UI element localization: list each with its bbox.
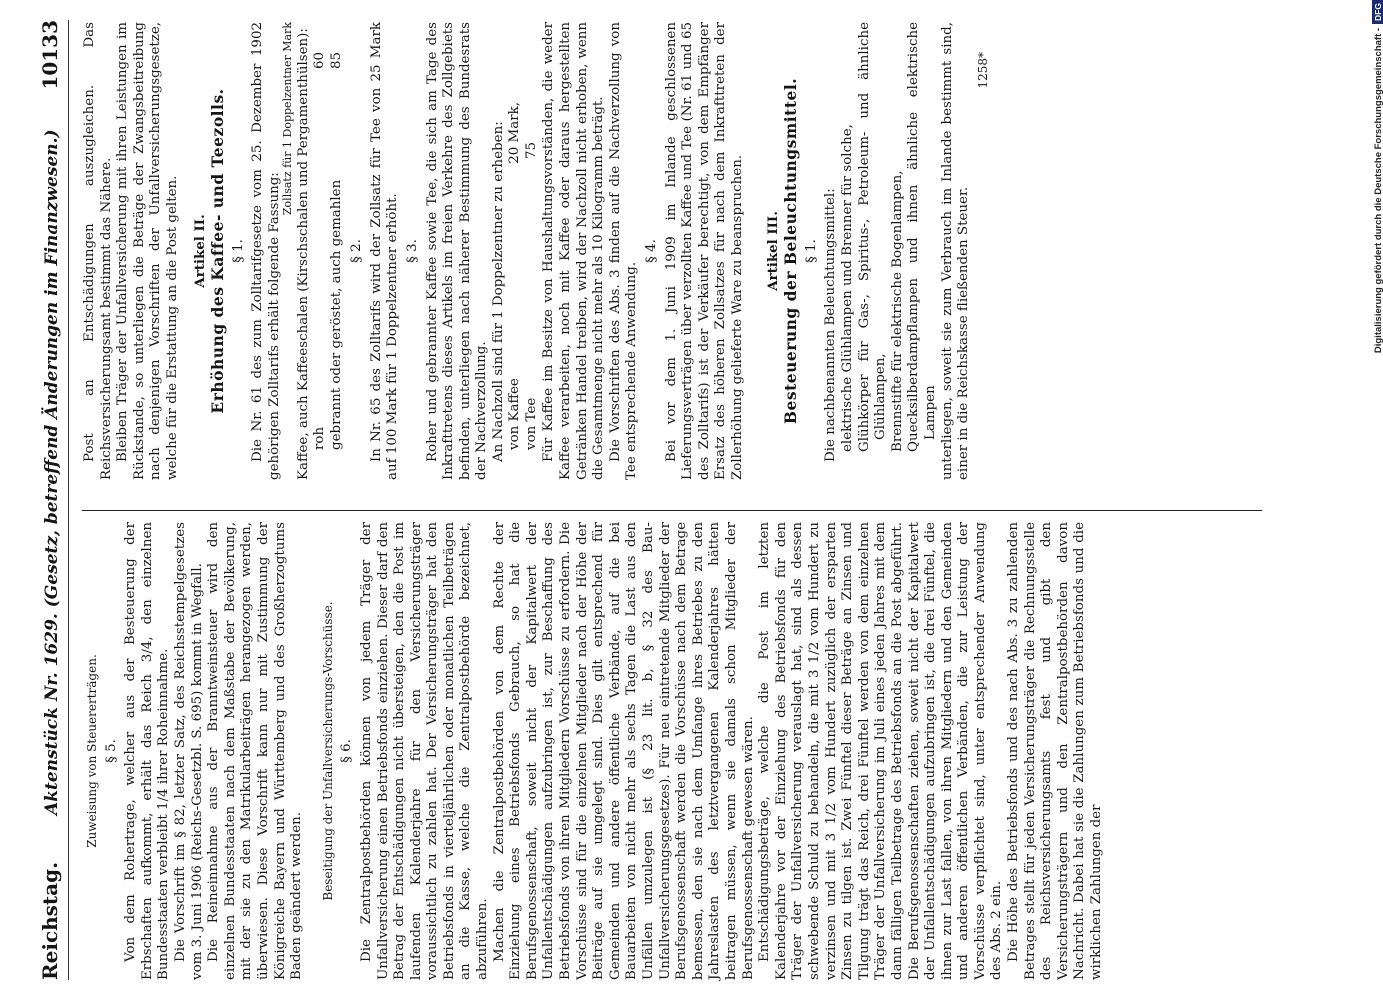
body-paragraph: Die Vorschriften des Abs. 3 finden auf die Nachverzollung von Tee entsprechende Anwendung.	[607, 22, 640, 480]
tariff-item: Kaffee, auch Kaffeeschalen (Kirschschalen und Pergamenthülsen):	[295, 28, 311, 480]
tariff-label: roh	[312, 426, 328, 450]
body-paragraph: Für Kaffee im Besitze von Haushaltungsvorständen, die weder Kaffee verarbeiten, noch mit Kaffee oder daraus hergestellten Getränken Handel treiben, wird der Nachzoll nicht erhoben, wenn die Gesamtmenge nicht mehr als 10 Kilogramm beträgt.	[541, 22, 607, 480]
duty-label: von Tee	[524, 397, 540, 450]
paragraph-number: § 3.	[404, 239, 420, 263]
tariff-column-header: Zollsatz für 1 Doppelzentner Mark	[280, 22, 294, 216]
body-paragraph: Post an Entschädigungen auszugleichen. Das Reichsversicherungsamt bestimmt das Nähere.	[82, 22, 114, 480]
paragraph-number: § 1.	[803, 239, 819, 263]
body-paragraph: Von dem Rohertrage, welcher aus der Besteuerung der Erbschaften aufkommt, erhält das Reich 3/4, den einzelnen Bundesstaaten verbleibt 1/4 ihrer Roheinnahme.	[123, 522, 172, 980]
body-paragraph: In Nr. 65 des Zolltarifs wird der Zollsatz für Tee von 25 Mark auf 100 Mark für 1 Doppelzentner erhöht.	[368, 22, 401, 480]
credit-text: Digitalisierung gefördert durch die Deutsche Forschungsgemeinschaft -	[1372, 27, 1383, 354]
tariff-value: 85	[329, 52, 345, 70]
body-paragraph: Entschädigungsbeträge, welche die Post im letzten Kalenderjahre vor der Einziehung des Betriebsfonds für den Träger der Unfallversicherung verauslagt hat, sind als dessen schwebende Schuld zu behandeln, die mit 3 1/2 vom Hundert zu verzinsen und mit 3 1/2 vom Hundert zuzüglich der ersparten Zinsen zu tilgen ist. Zwei Fünftel dieser Beträge an Zinsen und Tilgung trägt das Reich, drei Fünftel werden von dem einzelnen Träger der Unfallversicherung im Juli eines jeden Jahres mit dem dann fälligen Teilbetrage des Betriebsfonds an die Post abgeführt. Die Berufsgenossenschaften ziehen, soweit nicht der Kapitalwert der Unfallentschädigungen aufzubringen ist, die drei Fünftel, die ihnen zur Last fallen, von ihren Mitgliedern und den Gemeinden und anderen öffentlichen Verbänden, die zur Leistung der Vorschüsse verpflichtet sind, unter entsprechender Anwendung des Abs. 2 ein.	[757, 522, 1005, 980]
credit-line	[1368, 0, 1383, 990]
article-heading: Artikel II.	[191, 214, 208, 288]
dfg-logo: DFG	[1372, 0, 1383, 24]
paragraph-number: § 1.	[230, 239, 246, 263]
paragraph-number: § 5.	[103, 739, 119, 763]
duty-row	[524, 22, 541, 480]
tariff-label: gebrannt oder geröstet, auch gemahlen	[329, 179, 345, 450]
paragraph-number: § 2.	[349, 239, 365, 263]
body-paragraph: unterliegen, soweit sie zum Verbrauch im Inlande bestimmt sind, einer in die Reichskasse fließenden Steuer.	[939, 22, 972, 480]
digitization-sidebar	[1366, 0, 1383, 1000]
article-title: Besteuerung der Beleuchtungsmittel.	[781, 77, 801, 425]
tariff-row	[312, 22, 329, 480]
header-reichstag: Reichstag.	[38, 861, 62, 980]
body-paragraph: Roher und gebrannter Kaffee sowie Tee, die sich am Tage des Inkrafttretens dieses Artikels im freien Verkehre des Zollgebiets befinden, unterliegen nach näherer Bestimmung des Bundesrats der Nachverzollung.	[424, 22, 490, 480]
section-note: Zuweisung von Steuererträgen.	[85, 654, 99, 848]
lighting-list	[840, 22, 940, 480]
tariff-row	[329, 22, 346, 480]
article-heading: Artikel III.	[764, 211, 781, 291]
duty-row	[507, 22, 524, 480]
paragraph-number: § 4.	[644, 239, 660, 263]
body-paragraph: Die Reineinnahme aus der Branntweinsteuer wird den einzelnen Bundesstaaten nach dem Maßstabe der Bevölkerung, mit der sie zu den Matrikularbeiträgen herangezogen werden, überwiesen. Diese Vorschrift kann nur mit Zustimmung der Königreiche Bayern und Württemberg und des Großherzogtums Baden geändert werden.	[206, 522, 305, 980]
tariff-value: 60	[312, 52, 328, 70]
right-column	[82, 22, 991, 480]
body-paragraph: Die Nr. 61 des zum Zolltarifgesetze vom 25. Dezember 1902 gehörigen Zolltarifs erhält folgende Fassung:	[250, 22, 282, 480]
body-paragraph: Die Zentralpostbehörden können von jedem Träger der Unfallversicherung einen Betriebsfonds einziehen. Dieser darf den Betrag der Entschädigungen nicht übersteigen, den die Post im laufenden Kalenderjahre für den Versicherungsträger voraussichtlich zu zahlen hat. Der Versicherungsträger hat den Betriebsfonds in vierteljährlichen oder monatlichen Teilbeträgen an die Kasse, welche die Zentralpostbehörde bezeichnet, abzuführen.	[358, 522, 491, 980]
body-paragraph: Bei vor dem 1. Juni 1909 im Inlande geschlossenen Lieferungsverträgen über verzollten Kaffee und Tee (Nr. 61 und 65 des Zolltarifs) ist der Verkäufer berechtigt, von dem Empfänger Ersatz des höheren Zollsatzes für nach dem Inkrafttreten der Zollerhöhung gelieferte Ware zu beanspruchen.	[663, 22, 745, 480]
body-paragraph: Die Höhe des Betriebsfonds und des nach Abs. 3 zu zahlenden Betrages stellt für jeden Versicherungsträger die Rechnungsstelle des Reichsversicherungsamts fest und gibt den Versicherungsträgern und den Zentralpostbehörden davon Nachricht. Dabei hat sie die Zahlungen zum Betriebsfonds und die wirklichen Zahlungen der	[1006, 522, 1105, 980]
body-paragraph: Bleiben Träger der Unfallversicherung mit ihren Leistungen im Rückstande, so unterliegen die Beträge der Zwangsbeitreibung nach denjenigen Vorschriften der Unfallversicherungsgesetze, welche für die Erstattung an die Post gelten.	[115, 22, 180, 480]
duty-value: 75	[524, 142, 540, 160]
page-header	[28, 20, 69, 980]
article-title: Erhöhung des Kaffee- und Teezolls.	[208, 88, 228, 414]
list-item: Quecksilberdampflampen und ihnen ähnliche elektrische Lampen	[906, 22, 938, 452]
body-paragraph: Die nachbenannten Beleuchtungsmittel:	[823, 188, 839, 462]
duty-value: 20 Mark,	[507, 102, 523, 164]
body-paragraph: An Nachzoll sind für 1 Doppelzentner zu erheben:	[490, 121, 506, 462]
header-title: Aktenstück Nr. 1629. (Gesetz, betreffend Änderungen im Finanzwesen.)	[42, 129, 62, 815]
body-paragraph: Die Vorschrift im § 82, letzter Satz, des Reichsstempelgesetzes vom 3. Juni 1906 (Reichs-Gesetzbl. S. 695) kommt in Wegfall.	[172, 522, 205, 980]
list-item: Glühkörper für Gas-, Spiritus-, Petroleum- und ähnliche Glühlampen,	[856, 22, 889, 452]
page-number: 10133	[38, 20, 62, 90]
duty-label: von Kaffee	[507, 378, 523, 450]
sheet-number: 1258*	[975, 52, 990, 89]
list-item: elektrische Glühlampen und Brenner für solche,	[839, 124, 855, 452]
body-paragraph: Machen die Zentralpostbehörden von dem Rechte der Einziehung eines Betriebsfonds Gebrauch, so hat die Berufsgenossenschaft, soweit nicht der Kapitalwert der Unfallentschädigungen aufzubringen ist, zur Beschaffung des Betriebsfonds von ihren Mitgliedern Vorschüsse zu erfordern. Die Vorschüsse sind für die einzelnen Mitglieder nach der Höhe der Beiträge auf sie umgelegt sind. Dies gilt entsprechend für Gemeinden und andere öffentliche Verbände, auf die bei Bauarbeiten von nicht mehr als sechs Tagen die Last aus den Unfällen umzulegen ist (§ 23 lit. b, § 32 des Bau-Unfallversicherungsgesetzes). Für neu eintretende Mitglieder der Berufsgenossenschaft werden die Vorschüsse nach dem Betrage bemessen, den sie nach dem Umfange ihres Betriebes zu den Jahreslasten des letztvergangenen Kalenderjahres hätten beitragen müssen, wenn sie damals schon Mitglieder der Berufsgenossenschaft gewesen wären.	[491, 522, 756, 980]
left-column	[82, 522, 1106, 980]
column-divider	[82, 510, 1262, 511]
list-item: Brennstifte für elektrische Bogenlampen,	[889, 170, 905, 452]
section-note: Beseitigung der Unfallversicherungs-Vorschüsse.	[320, 601, 335, 901]
paragraph-number: § 6.	[339, 739, 355, 763]
